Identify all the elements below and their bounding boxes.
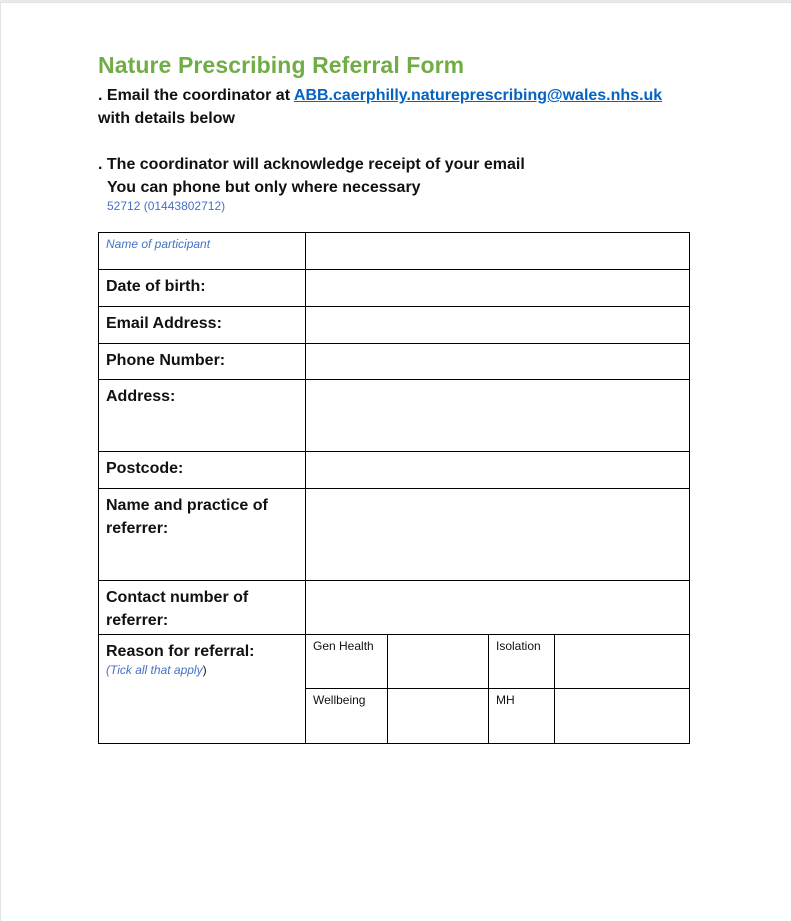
email-address-label: Email Address: <box>99 307 306 344</box>
reason-label-cell <box>99 635 306 744</box>
instruction-email-prefix: . Email the coordinator at <box>98 87 294 104</box>
phone-number-field[interactable] <box>306 344 690 380</box>
row-referrer <box>99 489 690 581</box>
option-isolation-tickbox[interactable] <box>555 635 690 689</box>
instruction-acknowledge-line: . The coordinator will acknowledge receipt of your email <box>98 156 525 173</box>
contact-number-label: Contact number of referrer: <box>99 581 306 635</box>
row-reason-for-referral <box>99 635 690 689</box>
row-postcode <box>99 452 690 489</box>
coordinator-phone-number: 52712 (01443802712) <box>107 199 226 213</box>
row-date-of-birth <box>99 270 690 307</box>
reason-hint-text: (Tick all that apply <box>106 663 203 677</box>
row-email-address <box>99 307 690 344</box>
coordinator-email-link[interactable]: ABB.caerphilly.natureprescribing@wales.nhs.uk <box>293 87 663 104</box>
row-address <box>99 380 690 452</box>
form-title: Nature Prescribing Referral Form <box>98 52 465 78</box>
option-isolation-label: Isolation <box>489 635 555 689</box>
participant-name-field[interactable] <box>306 233 690 270</box>
row-contact-number <box>99 581 690 635</box>
contact-number-field[interactable] <box>306 581 690 635</box>
phone-number-label: Phone Number: <box>99 344 306 380</box>
address-label: Address: <box>99 380 306 452</box>
instruction-email-line <box>98 87 662 105</box>
option-wellbeing-tickbox[interactable] <box>388 689 489 744</box>
reason-hint-paren: ) <box>202 663 207 677</box>
instruction-phone-line: You can phone but only where necessary <box>107 179 421 196</box>
option-mh-tickbox[interactable] <box>555 689 690 744</box>
address-field[interactable] <box>306 380 690 452</box>
postcode-label: Postcode: <box>99 452 306 489</box>
reason-label: Reason for referral: <box>106 643 255 660</box>
option-gen-health-tickbox[interactable] <box>388 635 489 689</box>
date-of-birth-label: Date of birth: <box>99 270 306 307</box>
row-participant-name <box>99 233 690 270</box>
postcode-field[interactable] <box>306 452 690 489</box>
referrer-label: Name and practice of referrer: <box>99 489 306 581</box>
option-mh-label: MH <box>489 689 555 744</box>
row-phone-number <box>99 344 690 380</box>
option-gen-health-label: Gen Health <box>306 635 388 689</box>
date-of-birth-field[interactable] <box>306 270 690 307</box>
referral-form-table <box>98 232 690 744</box>
reason-hint <box>106 663 299 677</box>
participant-name-label: Name of participant <box>99 233 306 270</box>
instruction-details-line: with details below <box>98 110 235 127</box>
referrer-field[interactable] <box>306 489 690 581</box>
email-address-field[interactable] <box>306 307 690 344</box>
option-wellbeing-label: Wellbeing <box>306 689 388 744</box>
